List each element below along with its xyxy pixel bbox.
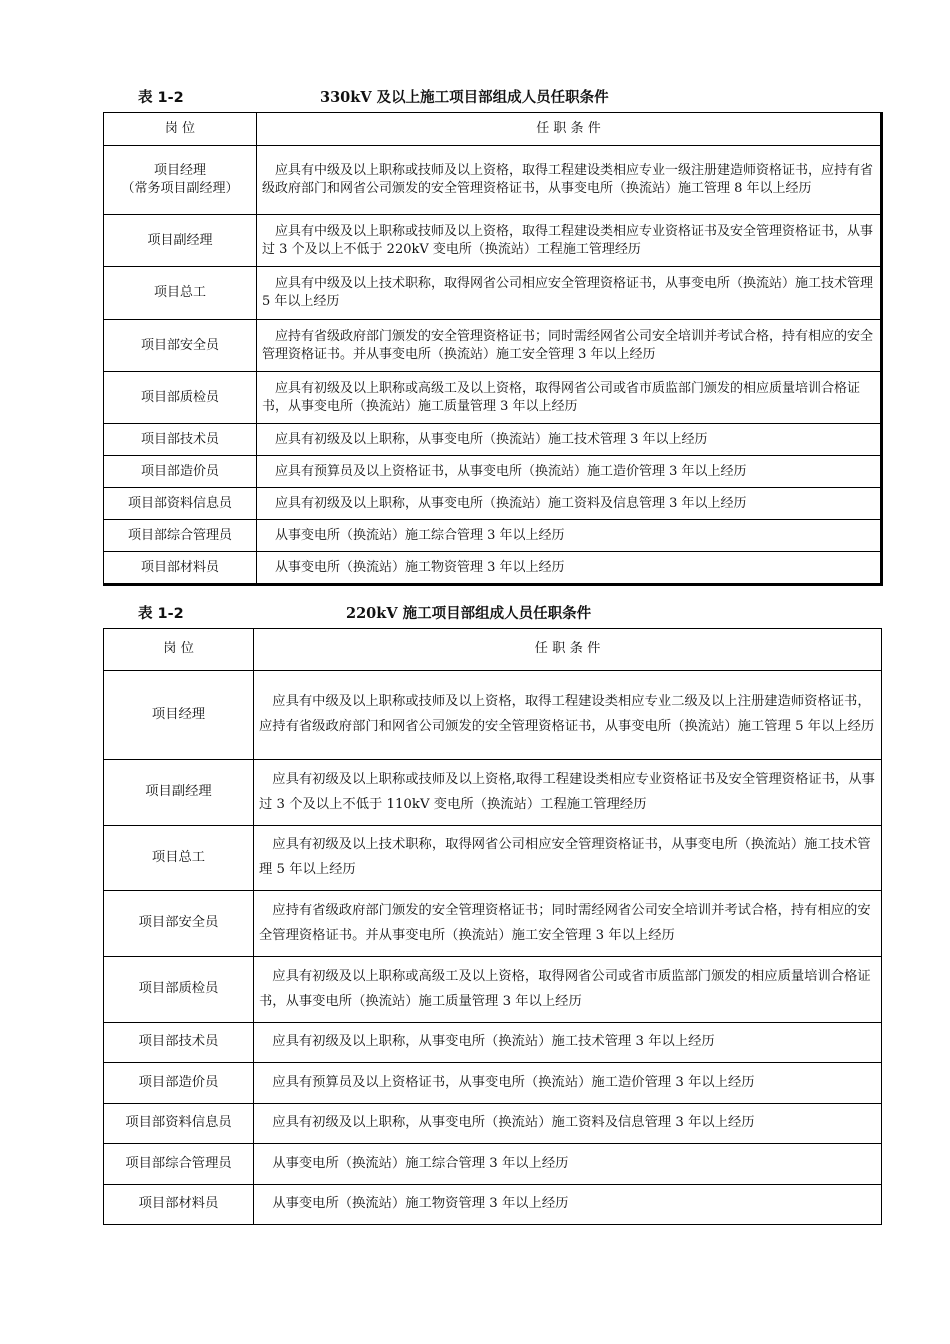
table2-label: 表 1-2 bbox=[138, 606, 184, 622]
condition-text: 应具有中级及以上职称或技师及以上资格，取得工程建设类相应专业一级注册建造师资格证书，应持有省级政府部门和网省公司颁发的安全管理资格证书，从事变电所（换流站）施工管理 8 年以上经历 bbox=[262, 163, 874, 196]
position-cell bbox=[104, 456, 257, 488]
position-name: 项目部造价员 bbox=[140, 463, 219, 479]
position-cell bbox=[104, 1023, 254, 1063]
condition-cell bbox=[257, 424, 882, 456]
condition-cell bbox=[254, 1104, 882, 1144]
condition-cell bbox=[257, 456, 882, 488]
position-cell bbox=[104, 215, 257, 267]
condition-text: 应具有预算员及以上资格证书，从事变电所（换流站）施工造价管理 3 年以上经历 bbox=[275, 463, 747, 479]
position-name: 项目部技术员 bbox=[138, 1034, 219, 1050]
table-row bbox=[104, 267, 882, 320]
position-name: 项目部技术员 bbox=[140, 431, 219, 447]
position-subtitle: （常务项目副经理） bbox=[121, 181, 239, 196]
position-cell bbox=[104, 552, 257, 585]
table-row bbox=[104, 891, 882, 957]
table-row bbox=[104, 671, 882, 760]
table-row bbox=[104, 957, 882, 1023]
table-row bbox=[104, 424, 882, 456]
position-cell bbox=[104, 1063, 254, 1104]
position-name: 项目副经理 bbox=[145, 784, 212, 800]
condition-cell bbox=[254, 671, 882, 760]
table2-caption bbox=[138, 602, 898, 624]
condition-text: 应持有省级政府部门颁发的安全管理资格证书；同时需经网省公司安全培训并考试合格，持有相应的安全管理资格证书。并从事变电所（换流站）施工安全管理 3 年以上经历 bbox=[262, 328, 874, 362]
condition-text: 应具有中级及以上职称或技师及以上资格，取得工程建设类相应专业二级及以上注册建造师资格证书，应持有省级政府部门和网省公司颁发的安全管理资格证书，从事变电所（换流站）施工管理 5 年以上经历 bbox=[259, 694, 875, 734]
condition-text: 应具有初级及以上职称，从事变电所（换流站）施工资料及信息管理 3 年以上经历 bbox=[272, 1115, 755, 1131]
table-row bbox=[104, 520, 882, 552]
condition-text: 从事变电所（换流站）施工综合管理 3 年以上经历 bbox=[275, 527, 565, 543]
position-name: 项目部安全员 bbox=[138, 915, 219, 931]
table-row bbox=[104, 552, 882, 585]
position-name: 项目部综合管理员 bbox=[127, 527, 232, 543]
table-row bbox=[104, 320, 882, 372]
position-cell bbox=[104, 488, 257, 520]
header-position: 岗 位 bbox=[104, 113, 257, 146]
header-condition: 任 职 条 件 bbox=[257, 113, 882, 146]
condition-text: 应持有省级政府部门颁发的安全管理资格证书；同时需经网省公司安全培训并考试合格，持有相应的安全管理资格证书。并从事变电所（换流站）施工安全管理 3 年以上经历 bbox=[259, 902, 871, 943]
condition-cell bbox=[257, 320, 882, 372]
table-row bbox=[104, 1185, 882, 1225]
condition-cell bbox=[257, 215, 882, 267]
condition-text: 从事变电所（换流站）施工物资管理 3 年以上经历 bbox=[275, 559, 565, 575]
table-row bbox=[104, 1023, 882, 1063]
condition-text: 应具有初级及以上职称，从事变电所（换流站）施工技术管理 3 年以上经历 bbox=[275, 431, 708, 447]
condition-text: 应具有初级及以上职称或高级工及以上资格，取得网省公司或省市质监部门颁发的相应质量培训合格证书，从事变电所（换流站）施工质量管理 3 年以上经历 bbox=[259, 968, 871, 1009]
condition-text: 从事变电所（换流站）施工综合管理 3 年以上经历 bbox=[272, 1155, 569, 1171]
table-row bbox=[104, 1063, 882, 1104]
position-name: 项目总工 bbox=[153, 285, 206, 301]
position-name: 项目部综合管理员 bbox=[125, 1155, 232, 1171]
position-name: 项目部资料信息员 bbox=[127, 495, 232, 511]
table-row bbox=[104, 215, 882, 267]
table-row bbox=[104, 826, 882, 891]
condition-cell bbox=[257, 146, 882, 215]
condition-text: 应具有初级及以上职称或高级工及以上资格，取得网省公司或省市质监部门颁发的相应质量培训合格证书，从事变电所（换流站）施工质量管理 3 年以上经历 bbox=[262, 380, 861, 414]
header-condition: 任 职 条 件 bbox=[254, 629, 882, 671]
condition-cell bbox=[254, 891, 882, 957]
table2-header-row bbox=[104, 629, 882, 671]
position-name: 项目部安全员 bbox=[140, 337, 219, 353]
condition-cell bbox=[254, 826, 882, 891]
position-cell bbox=[104, 671, 254, 760]
table-row bbox=[104, 372, 882, 424]
condition-cell bbox=[254, 1023, 882, 1063]
table1-title: 330kV 及以上施工项目部组成人员任职条件 bbox=[320, 89, 609, 106]
table2-title: 220kV 施工项目部组成人员任职条件 bbox=[346, 605, 592, 622]
position-cell bbox=[104, 1104, 254, 1144]
condition-text: 应具有初级及以上职称或技师及以上资格,取得工程建设类相应专业资格证书及安全管理资格证书，从事过 3 个及以上不低于 110kV 变电所（换流站）工程施工管理经历 bbox=[259, 771, 875, 812]
condition-text: 应具有初级及以上职称，从事变电所（换流站）施工技术管理 3 年以上经历 bbox=[272, 1034, 715, 1050]
table-row bbox=[104, 1144, 882, 1185]
condition-cell bbox=[257, 520, 882, 552]
position-name: 项目部质检员 bbox=[140, 389, 219, 405]
position-name: 项目部材料员 bbox=[140, 559, 219, 575]
table-row bbox=[104, 488, 882, 520]
table1-header-row bbox=[104, 113, 882, 146]
table1-caption bbox=[138, 86, 898, 108]
condition-text: 应具有预算员及以上资格证书，从事变电所（换流站）施工造价管理 3 年以上经历 bbox=[272, 1074, 755, 1090]
condition-text: 应具有中级及以上职称或技师及以上资格，取得工程建设类相应专业资格证书及安全管理资格证书，从事过 3 个及以上不低于 220kV 变电所（换流站）工程施工管理经历 bbox=[262, 223, 874, 257]
position-name: 项目经理 bbox=[151, 706, 206, 722]
position-cell bbox=[104, 760, 254, 826]
position-name: 项目部造价员 bbox=[138, 1074, 219, 1090]
table1 bbox=[103, 112, 883, 586]
table-row bbox=[104, 760, 882, 826]
table-row bbox=[104, 146, 882, 215]
condition-text: 应具有中级及以上技术职称，取得网省公司相应安全管理资格证书，从事变电所（换流站）施工技术管理 5 年以上经历 bbox=[262, 276, 874, 309]
position-name: 项目经理 bbox=[153, 163, 206, 179]
condition-cell bbox=[254, 1063, 882, 1104]
position-cell bbox=[104, 372, 257, 424]
table-row bbox=[104, 456, 882, 488]
position-name: 项目部材料员 bbox=[138, 1196, 219, 1212]
table2 bbox=[103, 628, 882, 1225]
condition-text: 应具有初级及以上职称，从事变电所（换流站）施工资料及信息管理 3 年以上经历 bbox=[275, 495, 747, 511]
condition-text: 从事变电所（换流站）施工物资管理 3 年以上经历 bbox=[272, 1196, 569, 1212]
position-cell bbox=[104, 424, 257, 456]
position-cell bbox=[104, 1144, 254, 1185]
condition-text: 应具有初级及以上技术职称，取得网省公司相应安全管理资格证书，从事变电所（换流站）施工技术管理 5 年以上经历 bbox=[259, 837, 871, 877]
condition-cell bbox=[254, 957, 882, 1023]
position-name: 项目副经理 bbox=[147, 232, 213, 248]
condition-cell bbox=[257, 552, 882, 585]
position-cell bbox=[104, 520, 257, 552]
position-cell bbox=[104, 826, 254, 891]
condition-cell bbox=[257, 267, 882, 320]
position-cell bbox=[104, 146, 257, 215]
condition-cell bbox=[254, 760, 882, 826]
position-name: 项目总工 bbox=[151, 849, 206, 865]
position-name: 项目部资料信息员 bbox=[125, 1115, 232, 1131]
position-cell bbox=[104, 1185, 254, 1225]
position-cell bbox=[104, 267, 257, 320]
position-cell bbox=[104, 320, 257, 372]
condition-cell bbox=[257, 372, 882, 424]
condition-cell bbox=[257, 488, 882, 520]
position-cell bbox=[104, 957, 254, 1023]
condition-cell bbox=[254, 1185, 882, 1225]
header-position: 岗 位 bbox=[104, 629, 254, 671]
table-row bbox=[104, 1104, 882, 1144]
position-name: 项目部质检员 bbox=[138, 981, 219, 997]
table1-label: 表 1-2 bbox=[138, 90, 184, 106]
position-cell bbox=[104, 891, 254, 957]
condition-cell bbox=[254, 1144, 882, 1185]
